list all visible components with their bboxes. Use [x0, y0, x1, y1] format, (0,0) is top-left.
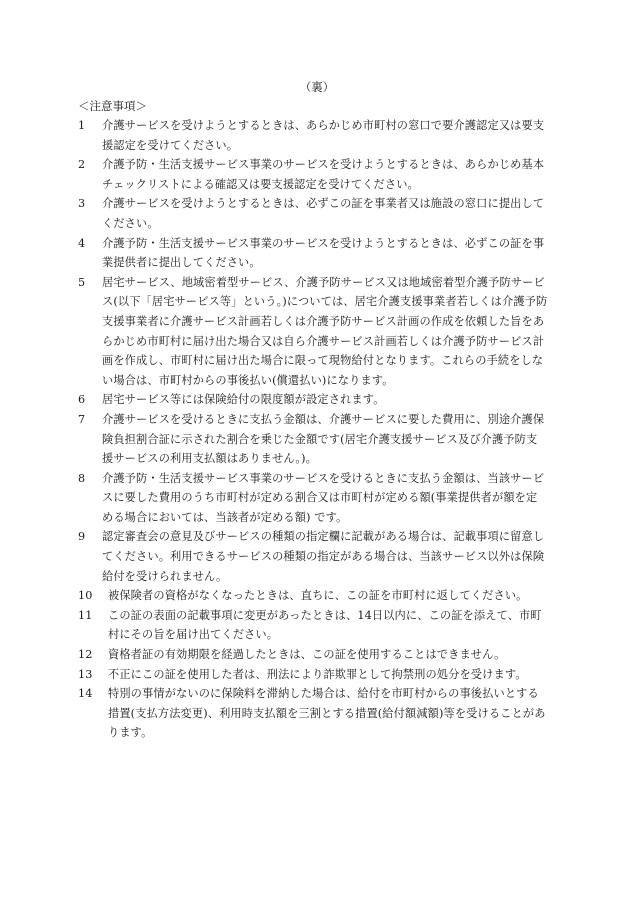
note-number: 2 [78, 158, 86, 172]
note-number: 10 [78, 589, 93, 603]
note-item-10 [78, 586, 548, 606]
note-item-13 [78, 665, 548, 685]
note-text: 介護サービスを受けようとするときは、必ずこの証を事業者又は施設の窓口に提出してください。 [102, 197, 545, 230]
note-item-6 [78, 390, 548, 410]
note-number: 3 [78, 197, 86, 211]
note-text: 介護予防・生活支援サービス事業のサービスを受けようとするときは、必ずこの証を事業提供者に提出してください。 [102, 236, 545, 270]
note-number: 8 [78, 471, 86, 485]
notes-list [78, 116, 548, 743]
note-text: この証の表面の記載事項に変更があったときは、14日以内に、この証を添えて、市町村にその旨を届け出てください。 [108, 608, 542, 642]
note-item-12 [78, 645, 548, 665]
note-number: 6 [78, 393, 86, 407]
note-text: 資格者証の有効期限を経過したときは、この証を使用することはできません。 [108, 648, 506, 662]
note-number: 14 [78, 687, 93, 701]
note-item-3 [78, 194, 548, 233]
note-number: 13 [78, 667, 93, 681]
document-page [78, 78, 548, 743]
note-item-4 [78, 234, 548, 273]
note-text: 介護サービスを受けるときに支払う金額は、介護サービスに要した費用に、別途介護保険負担割合証に示された割合を乗じた金額です(居宅介護支援サービス及び介護予防支援サービスの利用支払額はありません。)。 [102, 412, 545, 466]
note-text: 介護サービスを受けようとするときは、あらかじめ市町村の窓口で要介護認定又は要支援認定を受けてください。 [102, 119, 545, 152]
note-number: 5 [78, 275, 86, 289]
note-item-11 [78, 606, 548, 645]
note-item-8 [78, 469, 548, 528]
note-text: 居宅サービス等には保険給付の限度額が設定されます。 [102, 393, 385, 407]
note-text: 介護予防・生活支援サービス事業のサービスを受けるときに支払う金額は、当該サービスに要した費用のうち市町村が定める割合又は市町村が定める額(事業提供者が額を定める場合においては、当該者が定める額) です。 [102, 471, 545, 524]
note-item-9 [78, 527, 548, 586]
note-text: 認定審査会の意見及びサービスの種類の指定欄に記載がある場合は、記載事項に留意してください。利用できるサービスの種類の指定がある場合は、当該サービス以外は保険給付を受けられません。 [102, 530, 545, 583]
note-text: 特別の事情がないのに保険料を滞納した場合は、給付を市町村からの事後払いとする措置(支払方法変更)、利用時支払額を三割とする措置(給付額減額)等を受けることがあります。 [108, 687, 546, 740]
note-item-2 [78, 155, 548, 194]
note-number: 9 [78, 530, 86, 544]
note-text: 被保険者の資格がなくなったときは、直ちに、この証を市町村に返してください。 [108, 589, 528, 603]
note-number: 1 [78, 119, 86, 132]
note-text: 介護予防・生活支援サービス事業のサービスを受けようとするときは、あらかじめ基本チェックリストによる確認又は要支援認定を受けてください。 [102, 158, 545, 191]
note-item-5 [78, 273, 548, 391]
notes-heading: ＜注意事項＞ [78, 99, 147, 113]
note-number: 12 [78, 648, 93, 662]
note-item-14 [78, 684, 548, 743]
note-number: 4 [78, 236, 86, 250]
note-number: 11 [78, 608, 93, 622]
page-side-label: （裏） [299, 80, 335, 94]
note-item-1 [78, 116, 548, 155]
note-text: 不正にこの証を使用した者は、刑法により詐欺罪として拘禁刑の処分を受けます。 [108, 667, 527, 681]
note-number: 7 [78, 412, 86, 426]
note-text: 居宅サービス、地域密着型サービス、介護予防サービス又は地域密着型介護予防サービス(以下「居宅サービス等」という。)については、居宅介護支援事業者若しくは介護予防支援事業者に介護サービス計画若しくは介護予防サービス計画の作成を依頼した旨をあらかじめ市町村に届け出た場合又は自ら介護サービス計画若しくは介護予防サービス計画を作成し、市町村に届け出た場合に限って現物給付となります。これらの手続をしない場合は、市町村からの事後払い(償還払い)になります。 [102, 275, 548, 387]
note-item-7 [78, 410, 548, 469]
